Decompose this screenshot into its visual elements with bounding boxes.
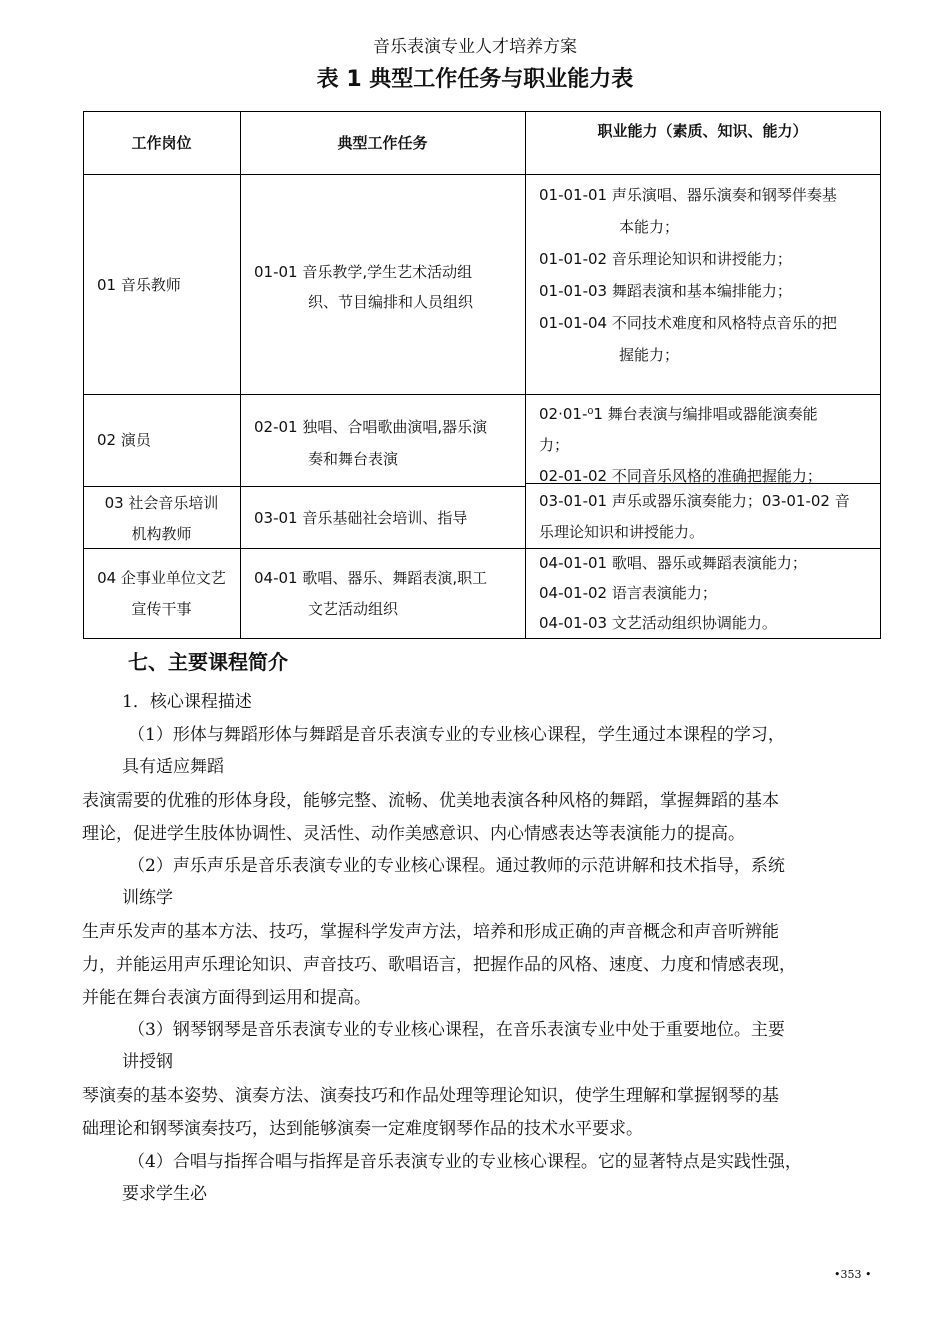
table-rule [240, 111, 241, 639]
paragraph-2-lead: （2）声乐声乐是音乐表演专业的专业核心课程。通过教师的示范讲解和技术指导，系统 [128, 856, 785, 876]
paragraph-3-lead: （3）钢琴钢琴是音乐表演专业的专业核心课程，在音乐表演专业中处于重要地位。主要 [128, 1020, 785, 1040]
table-border [880, 111, 881, 639]
row2-position: 02 演员 [97, 431, 151, 449]
ability-item: 04-01-01 歌唱、器乐或舞蹈表演能力； [539, 554, 807, 572]
running-header: 音乐表演专业人才培养方案 [373, 37, 577, 57]
row1-task: 01-01 音乐教学,学生艺术活动组 织、节目编排和人员组织 [254, 263, 474, 311]
paragraph-4-lead: （4）合唱与指挥合唱与指挥是音乐表演专业的专业核心课程。它的显著特点是实践性强， [128, 1152, 802, 1172]
table-rule [83, 174, 881, 175]
column-header-task: 典型工作任务 [337, 134, 428, 152]
table-rule [83, 394, 881, 395]
table-rule [83, 486, 526, 487]
table-border [83, 111, 84, 639]
paragraph-4-cont: 要求学生必 [122, 1184, 207, 1204]
row3-abilities: 03-01-01 声乐或器乐演奏能力；03-01-02 音 乐理论知识和讲授能力。 [539, 492, 850, 541]
competency-table [83, 111, 881, 639]
table-border [83, 638, 881, 639]
row4-task: 04-01 歌唱、器乐、舞蹈表演,职工 文艺活动组织 [254, 569, 488, 618]
paragraph-2-cont: 训练学 [122, 888, 173, 908]
ability-item: 02·01-⁰1 舞台表演与编排唱或器能演奏能 [539, 405, 818, 423]
paragraph-1-lead: （1）形体与舞蹈形体与舞蹈是音乐表演专业的专业核心课程，学生通过本课程的学习， [128, 725, 785, 745]
row2-task: 02-01 独唱、合唱歌曲演唱,器乐演 奏和舞台表演 [254, 418, 488, 468]
ability-item: 01-01-01 声乐演唱、器乐演奏和钢琴伴奏基 [539, 186, 837, 204]
paragraph-2-body: 生声乐发声的基本方法、技巧，掌握科学发声方法，培养和形成正确的声音概念和声音听辨能 力，并能运用声乐理论知识、声音技巧、歌唱语言，把握作品的风格、速度、力度和情感表现， 并能在舞台表演方面得到运用和提高。 [82, 922, 796, 1008]
paragraph-3-body: 琴演奏的基本姿势、演奏方法、演奏技巧和作品处理等理论知识，使学生理解和掌握钢琴的基 础理论和钢琴演奏技巧，达到能够演奏一定难度钢琴作品的技术水平要求。 [82, 1086, 779, 1139]
table-title: 表 1 典型工作任务与职业能力表 [316, 67, 634, 92]
paragraph-1-cont: 具有适应舞蹈 [122, 757, 224, 777]
row1-abilities: 01-01-01 声乐演唱、器乐演奏和钢琴伴奏基 本能力； 01-01-02 音乐理论知识和讲授能力； 01-01-03 舞蹈表演和基本编排能力； 01-01-04 不同技术难度和风格特点音乐的把 握能力； [539, 179, 879, 371]
ability-item: 01-01-02 音乐理论知识和讲授能力； [539, 250, 792, 268]
page-number: •353 • [834, 1268, 872, 1281]
row4-abilities [539, 548, 879, 638]
ability-item: 04-01-02 语言表演能力； [539, 584, 717, 602]
ability-item: 01-01-04 不同技术难度和风格特点音乐的把 [539, 314, 837, 332]
paragraph-3-cont: 讲授钢 [122, 1052, 173, 1072]
column-header-position: 工作岗位 [131, 134, 192, 152]
ability-item: 02-01-02 不同音乐风格的准确把握能力； [539, 467, 822, 484]
table-rule [525, 111, 526, 639]
row3-position: 03 社会音乐培训 机构教师 [104, 494, 219, 543]
paragraph-1-body: 表演需要的优雅的形体身段，能够完整、流畅、优美地表演各种风格的舞蹈，掌握舞蹈的基本 理论，促进学生肢体协调性、灵活性、动作美感意识、内心情感表达等表演能力的提高。 [82, 791, 779, 844]
table-border [83, 111, 881, 112]
row4-position: 04 企事业单位文艺 宣传干事 [97, 569, 226, 618]
ability-item: 01-01-03 舞蹈表演和基本编排能力； [539, 282, 792, 300]
row2-abilities: 02·01-⁰1 舞台表演与编排唱或器能演奏能 力； 02-01-02 不同音乐风格的准确把握能力； [539, 399, 879, 484]
section-title: 七、主要课程简介 [128, 650, 288, 674]
row1-position: 01 音乐教师 [97, 276, 181, 294]
ability-item: 04-01-03 文艺活动组织协调能力。 [539, 614, 777, 632]
subheading: 1．核心课程描述 [122, 692, 252, 712]
column-header-ability: 职业能力（素质、知识、能力） [597, 122, 808, 140]
row3-task: 03-01 音乐基础社会培训、指导 [254, 509, 468, 527]
